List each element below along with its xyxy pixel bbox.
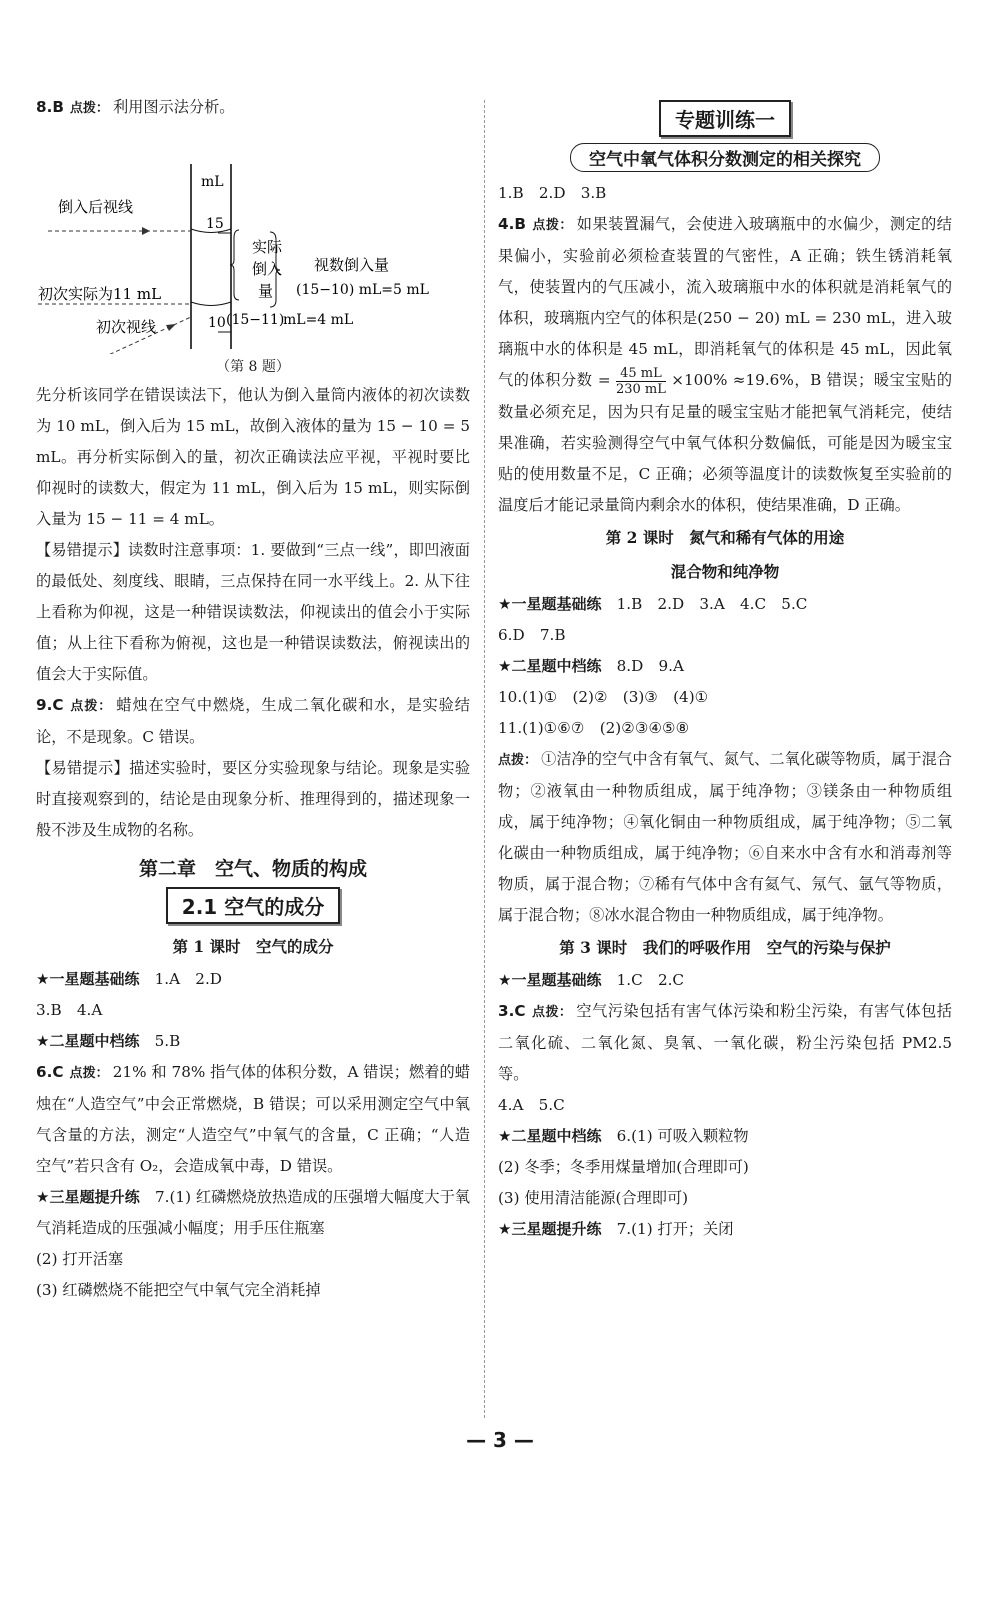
q8-line: 8.B 点拨： 利用图示法分析。 — [36, 98, 235, 116]
q10-line: 10.(1)① (2)② (3)③ (4)① — [498, 687, 709, 706]
svg-text:初次视线: 初次视线 — [96, 318, 157, 336]
star3-line: ★三星题提升练 7.(1) 红磷燃烧放热造成的压强增大幅度大于氧气消耗造成的压强减小幅度；用手压住瓶塞 — [36, 1188, 470, 1237]
answers-1-3: 1.B 2.D 3.B — [498, 184, 607, 202]
q9-error-tip: 【易错提示】描述实验时，要区分实验现象与结论。现象是实验时直接观察到的，结论是由现象分析、推理得到的，描述现象一般不涉及生成物的名称。 — [36, 759, 470, 839]
q6-line: 6.C 点拨： 21% 和 78% 指气体的体积分数，A 错误；燃着的蜡烛在“人造空气”中会正常燃烧，B 错误；可以采用测定空气中氧气含量的方法，测定“人造空气”中氧气的含量，C 正确；“人造空气”若只含有 O₂，会造成氧中毒，D 错误。 — [36, 1063, 470, 1175]
svg-text:(15−10) mL=5 mL: (15−10) mL=5 mL — [296, 282, 429, 298]
q6-part2: (2) 冬季；冬季用煤量增加(合理即可) — [498, 1157, 749, 1176]
q11-line: 11.(1)①⑥⑦ (2)②③④⑤⑧ — [498, 718, 690, 737]
r-star3b-line: ★三星题提升练 7.(1) 打开；关闭 — [498, 1219, 734, 1238]
q3-line: 3.C 点拨： 空气污染包括有害气体污染和粉尘污染，有害气体包括二氧化硫、二氧化氮、臭氧、一氧化碳，粉尘污染包括 PM2.5 等。 — [498, 1001, 952, 1083]
topic-subtitle: 空气中氧气体积分数测定的相关探究 — [570, 143, 880, 172]
svg-text:初次实际为11 mL: 初次实际为11 mL — [38, 285, 162, 303]
page-number: — 3 — — [466, 1428, 534, 1452]
q8-error-tip: 【易错提示】读数时注意事项：1. 要做到“三点一线”，即凹液面的最低处、刻度线、眼睛，三点保持在同一水平线上。2. 从下往上看称为仰视，这是一种错误读数法，仰视读出的值会小于实际值；从上往下看称为俯视，这也是一种错误读数法，俯视读出的值会大于实际值。 — [36, 541, 470, 683]
column-divider — [484, 100, 485, 1418]
answers-4-5: 4.A 5.C — [498, 1095, 565, 1114]
svg-text:(15−11): (15−11) — [226, 312, 285, 328]
r-star1-line: ★一星题基础练 1.B 2.D 3.A 4.C 5.C — [498, 594, 808, 613]
r-star2b-line: ★二星题中档练 6.(1) 可吸入颗粒物 — [498, 1126, 749, 1145]
lesson-1-title: 第 1 课时 空气的成分 — [172, 937, 334, 956]
svg-text:量: 量 — [258, 282, 274, 300]
left-column — [36, 92, 470, 1306]
svg-text:mL: mL — [201, 174, 224, 190]
graduated-cylinder-figure — [38, 124, 468, 354]
svg-text:mL=4 mL: mL=4 mL — [283, 312, 354, 328]
topic-title-box: 专题训练一 — [659, 100, 791, 137]
answers-6-7: 6.D 7.B — [498, 625, 566, 644]
lesson-2-subtitle: 混合物和纯净物 — [670, 561, 780, 581]
svg-text:视数倒入量: 视数倒入量 — [314, 256, 390, 274]
q9-line: 9.C 点拨： 蜡烛在空气中燃烧，生成二氧化碳和水，是实验结论，不是现象。C 错误。 — [36, 696, 470, 746]
svg-text:10: 10 — [208, 315, 226, 331]
q6-part3: (3) 使用清洁能源(合理即可) — [498, 1188, 689, 1207]
r-star2-line: ★二星题中档练 8.D 9.A — [498, 656, 684, 675]
answers-3-4: 3.B 4.A — [36, 1001, 103, 1019]
lesson-3-title: 第 3 课时 我们的呼吸作用 空气的污染与保护 — [559, 937, 891, 957]
star1-line: ★一星题基础练 1.A 2.D — [36, 970, 222, 988]
chapter-title: 第二章 空气、物质的构成 — [138, 858, 367, 880]
q7-part3: (3) 红磷燃烧不能把空气中氧气完全消耗掉 — [36, 1281, 321, 1299]
r-star1b-line: ★一星题基础练 1.C 2.C — [498, 970, 685, 989]
svg-text:倒入: 倒入 — [252, 260, 283, 278]
q11-tip: 点拨： ①洁净的空气中含有氧气、氮气、二氧化碳等物质，属于混合物；②液氧由一种物质组成，属于纯净物；③镁条由一种物质组成，属于纯净物；④氧化铜由一种物质组成，属于纯净物；⑤二氧化碳由一种物质组成，属于纯净物；⑥自来水中含有水和消毒剂等物质，属于混合物；⑦稀有气体中含有氦气、氖气、氩气等物质，属于混合物；⑧冰水混合物由一种物质组成，属于纯净物。 — [498, 749, 952, 924]
star2-line: ★二星题中档练 5.B — [36, 1032, 181, 1050]
section-title-box: 2.1 空气的成分 — [166, 887, 340, 924]
q4-line: 4.B 点拨： 如果装置漏气，会使进入玻璃瓶中的水偏少，测定的结果偏小，实验前必须检查装置的气密性，A 正确；铁生锈消耗氧气，使装置内的气压减小，流入玻璃瓶中水的体积就是消耗氧气的体积，玻璃瓶内空气的体积是(250 − 20) mL = 230 mL，进入玻璃瓶中水的体积是 45 mL，即消耗氧气的体积是 45 mL，因此氧气的体积分数 = $\frac{45 mL}{230 mL}$ ×100% ≈19.6%，B 错误；暖宝宝贴的数量必须充足，因为只有足量的暖宝宝贴才能把氧气消耗完，使结果准确，若实验测得空气中氧气体积分数偏低，可能是因为暖宝宝贴的使用数量不足，C 正确；必须等温度计的读数恢复至实验前的温度后才能记录量筒内剩余水的体积，使结果准确，D 正确。 — [498, 215, 953, 514]
q8-analysis: 先分析该同学在错误读法下，他认为倒入量筒内液体的初次读数为 10 mL，倒入后为 15 mL，故倒入液体的量为 15 − 10 = 5 mL。再分析实际倒入的量，初次正确读法应平视，平视时要比仰视时的读数大，假定为 11 mL，倒入后为 15 mL，则实际倒入量为 15 − 11 = 4 mL。 — [36, 386, 470, 528]
q7-part2: (2) 打开活塞 — [36, 1250, 124, 1268]
svg-text:实际: 实际 — [252, 238, 283, 256]
fraction: $\frac{45 mL}{230 mL}$ — [615, 365, 666, 397]
svg-text:15: 15 — [206, 216, 224, 232]
right-column — [498, 92, 952, 1245]
svg-text:倒入后视线: 倒入后视线 — [58, 198, 134, 216]
figure-caption: （第 8 题） — [216, 359, 290, 375]
lesson-2-title: 第 2 课时 氮气和稀有气体的用途 — [605, 527, 845, 547]
